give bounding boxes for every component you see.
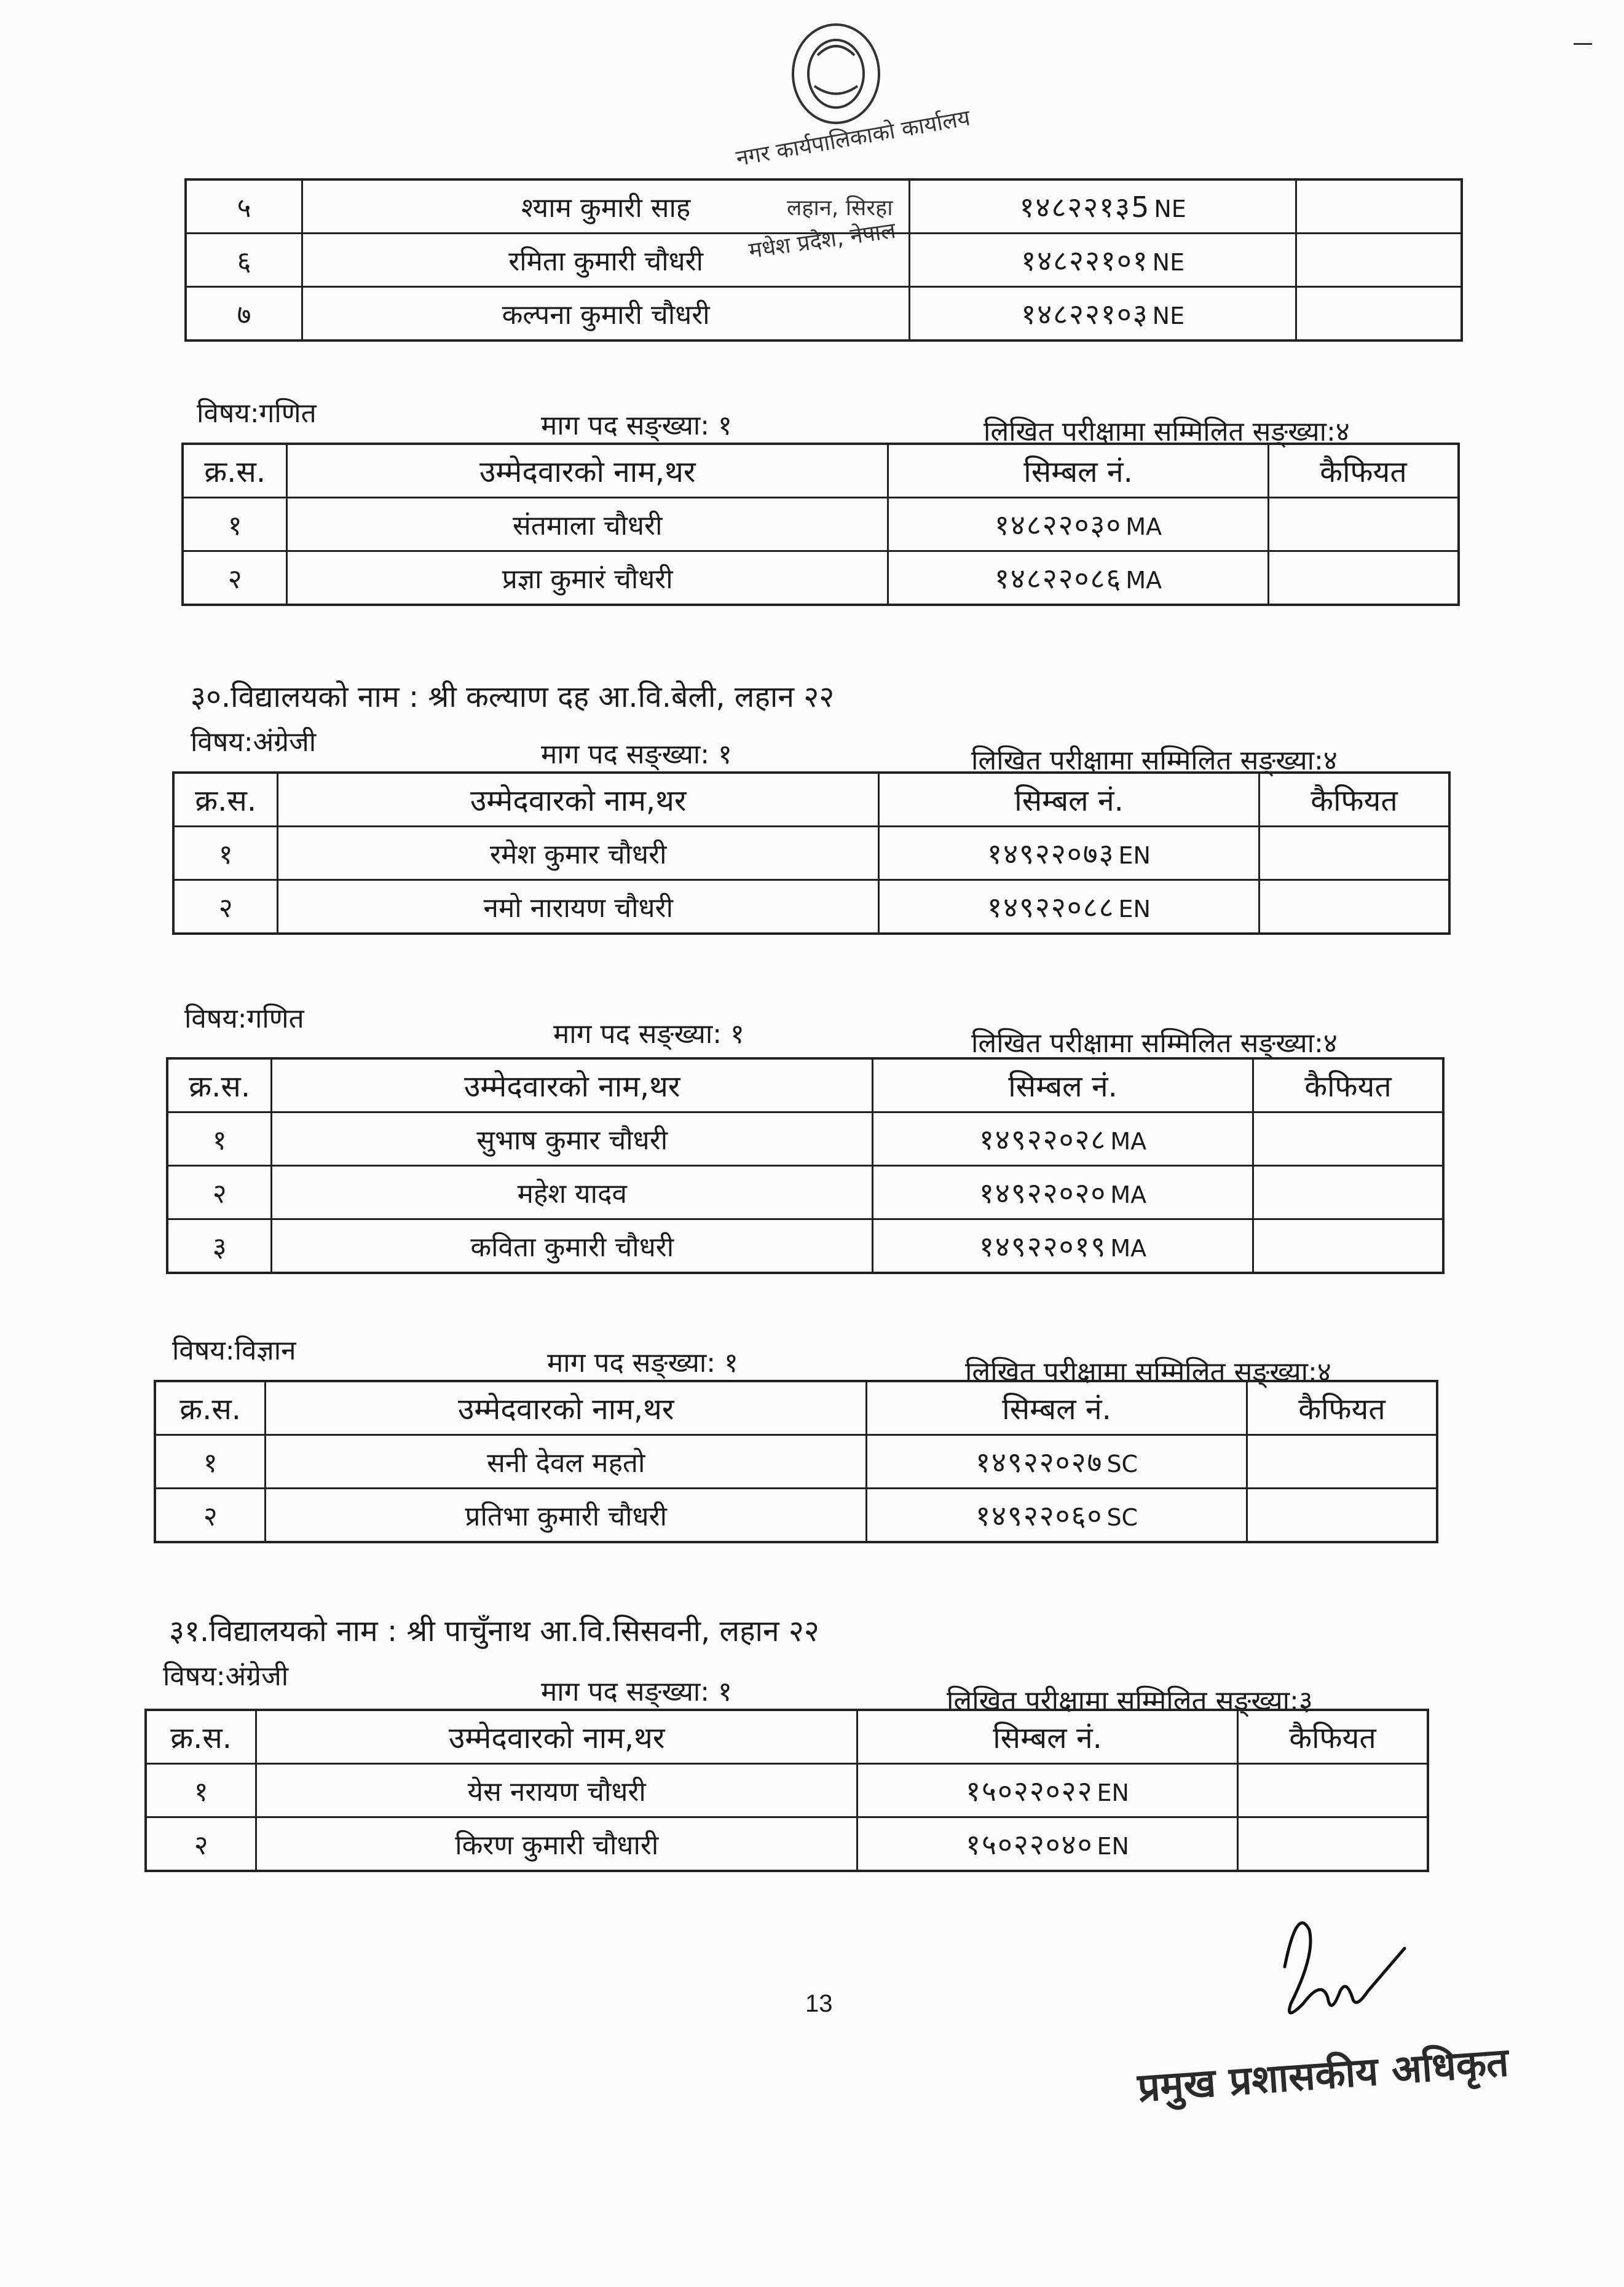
symbol-cell: १४९२२०८८ EN	[879, 880, 1259, 934]
table-row	[186, 287, 1462, 341]
remark-cell	[1259, 880, 1449, 934]
serial-cell: २	[183, 551, 287, 605]
name-cell: संतमाला चौधरी	[287, 498, 888, 551]
name-cell: श्याम कुमारी साह	[302, 179, 910, 234]
serial-cell: ६	[186, 234, 302, 287]
written-count: लिखित परीक्षामा सम्मिलित सङ्ख्या:४	[971, 745, 1338, 776]
table-row	[146, 1817, 1428, 1872]
name-cell: येस नरायण चौधरी	[256, 1764, 857, 1817]
written-count: लिखित परीक्षामा सम्मिलित सङ्ख्या:४	[965, 1356, 1331, 1388]
header-name: उम्मेदवारको नाम,थर	[272, 1058, 873, 1112]
header-serial: क्र.स.	[173, 773, 278, 827]
remark-cell	[1253, 1112, 1443, 1166]
table-row	[186, 234, 1462, 287]
scan-mark	[1574, 37, 1592, 45]
header-remark: कैफियत	[1237, 1710, 1428, 1764]
demand-count: माग पद सङ्ख्या: १	[541, 1676, 732, 1707]
serial-cell: १	[167, 1112, 272, 1166]
serial-cell: १	[173, 827, 278, 880]
table-header-row	[155, 1381, 1437, 1435]
remark-cell	[1253, 1219, 1443, 1273]
header-serial: क्र.स.	[183, 444, 287, 498]
table-row	[186, 179, 1462, 234]
name-cell: प्रज्ञा कुमारं चौधरी	[287, 551, 888, 605]
result-table-english-2	[144, 1709, 1429, 1872]
remark-cell	[1247, 1489, 1438, 1543]
result-table-english-1	[172, 771, 1451, 935]
remark-cell	[1268, 551, 1459, 605]
name-cell: किरण कुमारी चौधारी	[256, 1817, 857, 1872]
school-heading: ३०.विद्यालयको नाम : श्री कल्याण दह आ.वि.बेली, लहान २२	[191, 680, 835, 714]
name-cell: सुभाष कुमार चौधरी	[272, 1112, 873, 1166]
demand-count: माग पद सङ्ख्या: १	[553, 1018, 744, 1050]
header-symbol: सिम्बल नं.	[867, 1381, 1247, 1435]
subject-label: विषय:गणित	[184, 1003, 304, 1034]
symbol-cell: १४९२२०१९ MA	[873, 1219, 1253, 1273]
header-symbol: सिम्बल नं.	[888, 444, 1269, 498]
symbol-cell: १४८२२१३5 NE	[910, 179, 1296, 234]
result-table-science	[154, 1380, 1438, 1543]
svg-text:मधेश प्रदेश, नेपाल: मधेश प्रदेश, नेपाल	[747, 218, 897, 264]
header-remark: कैफियत	[1259, 773, 1449, 827]
table-row	[155, 1435, 1437, 1489]
subject-label: विषय:गणित	[197, 398, 317, 429]
symbol-cell: १४९२२०७३ EN	[879, 827, 1259, 880]
remark-cell	[1296, 179, 1462, 234]
table-row	[173, 880, 1449, 934]
demand-count: माग पद सङ्ख्या: १	[541, 739, 732, 770]
demand-count: माग पद सङ्ख्या: १	[541, 410, 732, 441]
table-header-row	[146, 1710, 1428, 1764]
header-serial: क्र.स.	[146, 1710, 256, 1764]
subject-label: विषय:अंग्रेजी	[163, 1661, 289, 1692]
header-remark: कैफियत	[1247, 1381, 1438, 1435]
header-name: उम्मेदवारको नाम,थर	[256, 1710, 857, 1764]
symbol-cell: १४९२२०६० SC	[867, 1489, 1247, 1543]
header-name: उम्मेदवारको नाम,थर	[266, 1381, 867, 1435]
result-table-math-2	[166, 1057, 1445, 1274]
symbol-cell: १४९२२०२८ MA	[873, 1112, 1253, 1166]
svg-text:लहान, सिरहा: लहान, सिरहा	[787, 195, 893, 221]
remark-cell	[1237, 1817, 1428, 1872]
symbol-cell: १४८२२१०१ NE	[910, 234, 1296, 287]
name-cell: रमिता कुमारी चौधरी	[302, 234, 910, 287]
table-row	[167, 1219, 1443, 1273]
signatory-designation: प्रमुख प्रशासकीय अधिकृत	[1136, 2039, 1510, 2111]
header-serial: क्र.स.	[167, 1058, 272, 1112]
table-header-row	[173, 773, 1449, 827]
table-row	[173, 827, 1449, 880]
symbol-cell: १४८२२१०३ NE	[910, 287, 1296, 341]
header-name: उम्मेदवारको नाम,थर	[287, 444, 888, 498]
serial-cell: १	[183, 498, 287, 551]
symbol-cell: १४९२२०२७ SC	[867, 1435, 1247, 1489]
written-count: लिखित परीक्षामा सम्मिलित सङ्ख्या:४	[971, 1028, 1338, 1059]
serial-cell: २	[146, 1817, 256, 1872]
serial-cell: ५	[186, 179, 302, 234]
symbol-cell: १४९२२०२० MA	[873, 1166, 1253, 1219]
header-symbol: सिम्बल नं.	[857, 1710, 1238, 1764]
serial-cell: १	[155, 1435, 266, 1489]
subject-label: विषय:अंग्रेजी	[191, 726, 317, 758]
serial-cell: १	[146, 1764, 256, 1817]
serial-cell: २	[173, 880, 278, 934]
name-cell: रमेश कुमार चौधरी	[278, 827, 879, 880]
header-remark: कैफियत	[1253, 1058, 1443, 1112]
svg-text:नगर कार्यपालिकाको कार्यालय: नगर कार्यपालिकाको कार्यालय	[734, 105, 972, 171]
name-cell: कविता कुमारी चौधरी	[272, 1219, 873, 1273]
table-row	[183, 551, 1459, 605]
serial-cell: ३	[167, 1219, 272, 1273]
name-cell: नमो नारायण चौधरी	[278, 880, 879, 934]
result-table-math-1	[181, 443, 1460, 606]
remark-cell	[1253, 1166, 1443, 1219]
table-row	[167, 1166, 1443, 1219]
table-row	[183, 498, 1459, 551]
table-row	[146, 1764, 1428, 1817]
written-count: लिखित परीक्षामा सम्मिलित सङ्ख्या:३	[947, 1685, 1313, 1717]
school-heading: ३१.विद्यालयको नाम : श्री पाचुँनाथ आ.वि.सिसवनी, लहान २२	[169, 1614, 819, 1648]
serial-cell: ७	[186, 287, 302, 341]
name-cell: प्रतिभा कुमारी चौधरी	[266, 1489, 867, 1543]
page-number: 13	[805, 1990, 833, 2017]
table-row	[155, 1489, 1437, 1543]
header-symbol: सिम्बल नं.	[879, 773, 1259, 827]
signature-mark	[1260, 1893, 1457, 2041]
symbol-cell: १४८२२०८६ MA	[888, 551, 1269, 605]
symbol-cell: १४८२२०३० MA	[888, 498, 1269, 551]
remark-cell	[1237, 1764, 1428, 1817]
remark-cell	[1268, 498, 1459, 551]
demand-count: माग पद सङ्ख्या: १	[547, 1347, 738, 1379]
subject-label: विषय:विज्ञान	[172, 1335, 296, 1366]
table-row	[167, 1112, 1443, 1166]
header-remark: कैफियत	[1268, 444, 1459, 498]
header-serial: क्र.स.	[155, 1381, 266, 1435]
symbol-cell: १५०२२०४० EN	[857, 1817, 1238, 1872]
remark-cell	[1247, 1435, 1438, 1489]
name-cell: महेश यादव	[272, 1166, 873, 1219]
header-symbol: सिम्बल नं.	[873, 1058, 1253, 1112]
remark-cell	[1296, 287, 1462, 341]
remark-cell	[1259, 827, 1449, 880]
written-count: लिखित परीक्षामा सम्मिलित सङ्ख्या:४	[983, 416, 1350, 447]
table-header-row	[167, 1058, 1443, 1112]
symbol-cell: १५०२२०२२ EN	[857, 1764, 1238, 1817]
serial-cell: २	[167, 1166, 272, 1219]
table-continued	[184, 178, 1463, 342]
table-header-row	[183, 444, 1459, 498]
remark-cell	[1296, 234, 1462, 287]
serial-cell: २	[155, 1489, 266, 1543]
header-name: उम्मेदवारको नाम,थर	[278, 773, 879, 827]
name-cell: कल्पना कुमारी चौधरी	[302, 287, 910, 341]
name-cell: सनी देवल महतो	[266, 1435, 867, 1489]
